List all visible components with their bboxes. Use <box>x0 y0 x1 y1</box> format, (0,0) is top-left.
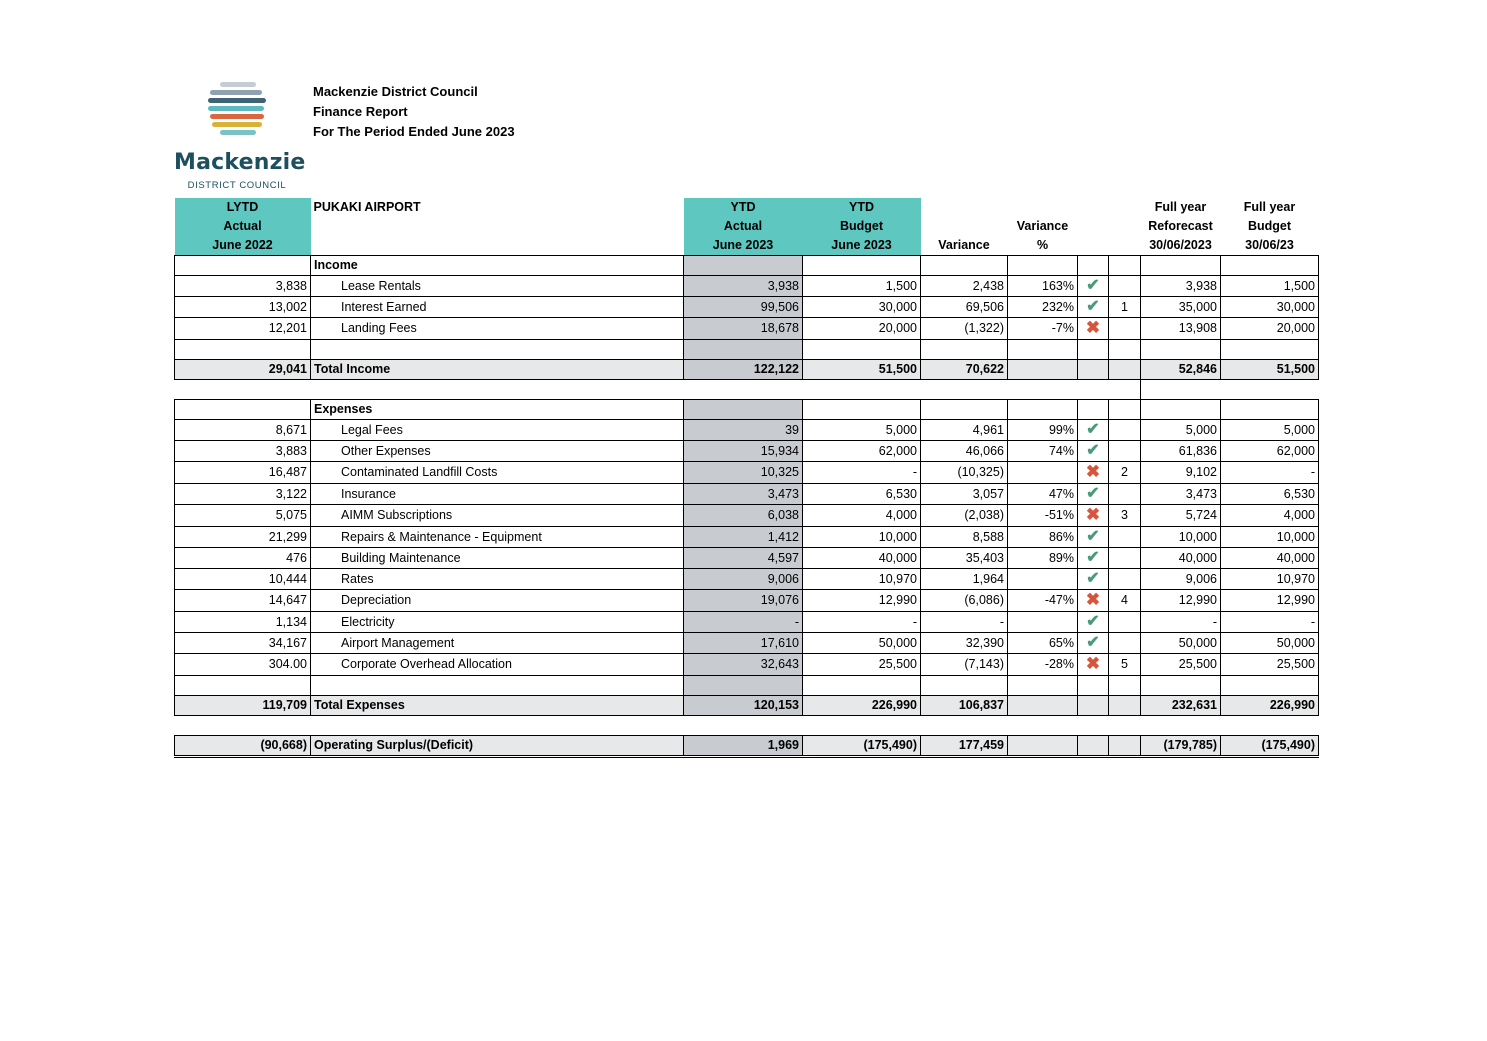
total-reforecast: (179,785) <box>1141 736 1221 757</box>
col-ytd-actual-line1: YTD <box>684 198 803 217</box>
total-income-row <box>175 360 1319 380</box>
col-ytd-actual-line3: June 2023 <box>684 236 803 256</box>
fy-budget-value: 20,000 <box>1221 318 1319 340</box>
col-lytd-line1: LYTD <box>175 198 311 217</box>
report-header <box>313 82 515 142</box>
ytd-actual-value: 3,473 <box>684 484 803 505</box>
note-ref <box>1109 441 1141 462</box>
total-ytd-budget: (175,490) <box>803 736 921 757</box>
note-ref <box>1109 548 1141 569</box>
variance-pct-value: 65% <box>1008 633 1078 654</box>
variance-value: 46,066 <box>921 441 1008 462</box>
col-reforecast-line2: Reforecast <box>1148 219 1213 233</box>
checkmark-icon: ✔ <box>1086 442 1100 459</box>
reforecast-value: 40,000 <box>1141 548 1221 569</box>
section-title: PUKAKI AIRPORT <box>313 200 421 214</box>
line-item-name: Landing Fees <box>311 318 684 340</box>
total-fy-budget: (175,490) <box>1221 736 1319 757</box>
ytd-actual-value: 10,325 <box>684 462 803 484</box>
ytd-budget-value: 10,000 <box>803 527 921 548</box>
line-item-name: Lease Rentals <box>311 276 684 297</box>
lytd-value: 3,122 <box>175 484 311 505</box>
fy-budget-value: 50,000 <box>1221 633 1319 654</box>
note-ref <box>1109 420 1141 441</box>
variance-pct-value: 99% <box>1008 420 1078 441</box>
ytd-budget-value: - <box>803 612 921 633</box>
cross-icon <box>1078 462 1109 484</box>
variance-value: (1,322) <box>921 318 1008 340</box>
tick-icon <box>1078 633 1109 654</box>
reforecast-value: 9,102 <box>1141 462 1221 484</box>
variance-value: (7,143) <box>921 654 1008 676</box>
total-ytd-budget: 226,990 <box>803 696 921 716</box>
fy-budget-value: - <box>1221 462 1319 484</box>
total-label: Total Expenses <box>311 696 684 716</box>
lytd-value: 13,002 <box>175 297 311 318</box>
lytd-value: 12,201 <box>175 318 311 340</box>
ytd-budget-value: 12,990 <box>803 590 921 612</box>
cross-icon <box>1078 318 1109 340</box>
table-row <box>175 505 1319 527</box>
spacer-row <box>175 380 1319 400</box>
ytd-actual-value: 9,006 <box>684 569 803 590</box>
tick-icon <box>1078 548 1109 569</box>
tick-icon <box>1078 484 1109 505</box>
table-row <box>175 484 1319 505</box>
fy-budget-value: 10,000 <box>1221 527 1319 548</box>
lytd-value: 8,671 <box>175 420 311 441</box>
reforecast-value: 9,006 <box>1141 569 1221 590</box>
fy-budget-value: 40,000 <box>1221 548 1319 569</box>
note-ref <box>1109 318 1141 340</box>
total-ytd-actual: 1,969 <box>684 736 803 757</box>
table-row <box>175 654 1319 676</box>
line-item-name: Corporate Overhead Allocation <box>311 654 684 676</box>
variance-pct-value <box>1008 462 1078 484</box>
total-ytd-actual: 120,153 <box>684 696 803 716</box>
lytd-value: 14,647 <box>175 590 311 612</box>
logo-mark-icon <box>206 80 270 142</box>
variance-pct-value <box>1008 569 1078 590</box>
table-row <box>175 318 1319 340</box>
x-mark-icon: ✖ <box>1085 462 1101 481</box>
ytd-actual-value: 17,610 <box>684 633 803 654</box>
tick-icon <box>1078 569 1109 590</box>
expenses-heading-row <box>175 400 1319 420</box>
lytd-value: 34,167 <box>175 633 311 654</box>
ytd-actual-value: 39 <box>684 420 803 441</box>
variance-pct-value: 47% <box>1008 484 1078 505</box>
col-reforecast-line1: Full year <box>1154 200 1207 214</box>
variance-pct-value: 232% <box>1008 297 1078 318</box>
checkmark-icon: ✔ <box>1086 277 1100 294</box>
total-variance: 177,459 <box>921 736 1008 757</box>
ytd-actual-value: 15,934 <box>684 441 803 462</box>
total-label: Operating Surplus/(Deficit) <box>311 736 684 757</box>
total-reforecast: 52,846 <box>1141 360 1221 380</box>
operating-surplus-row <box>175 736 1319 757</box>
variance-value: 2,438 <box>921 276 1008 297</box>
logo-name: Mackenzie <box>174 150 306 175</box>
total-expenses-row <box>175 696 1319 716</box>
ytd-actual-value: 99,506 <box>684 297 803 318</box>
table-row <box>175 420 1319 441</box>
tick-icon <box>1078 276 1109 297</box>
total-fy-budget: 51,500 <box>1221 360 1319 380</box>
ytd-actual-value: 18,678 <box>684 318 803 340</box>
variance-pct-value: 74% <box>1008 441 1078 462</box>
report-title: Finance Report <box>313 104 408 119</box>
lytd-value: 3,838 <box>175 276 311 297</box>
line-item-name: Electricity <box>311 612 684 633</box>
total-fy-budget: 226,990 <box>1221 696 1319 716</box>
ytd-budget-value: 30,000 <box>803 297 921 318</box>
note-ref: 5 <box>1109 654 1141 676</box>
total-ytd-budget: 51,500 <box>803 360 921 380</box>
header-row-3 <box>175 236 1319 256</box>
note-ref <box>1109 276 1141 297</box>
cross-icon <box>1078 590 1109 612</box>
ytd-budget-value: 5,000 <box>803 420 921 441</box>
note-ref: 4 <box>1109 590 1141 612</box>
lytd-value: 476 <box>175 548 311 569</box>
ytd-actual-value: 4,597 <box>684 548 803 569</box>
note-ref: 1 <box>1109 297 1141 318</box>
ytd-actual-value: 6,038 <box>684 505 803 527</box>
x-mark-icon: ✖ <box>1085 590 1101 609</box>
variance-pct-value: -51% <box>1008 505 1078 527</box>
fy-budget-value: - <box>1221 612 1319 633</box>
logo-subtitle: DISTRICT COUNCIL <box>187 180 287 191</box>
council-logo <box>174 80 304 195</box>
ytd-actual-value: 3,938 <box>684 276 803 297</box>
checkmark-icon: ✔ <box>1086 570 1100 587</box>
ytd-actual-value: - <box>684 612 803 633</box>
line-item-name: AIMM Subscriptions <box>311 505 684 527</box>
table-row <box>175 276 1319 297</box>
tick-icon <box>1078 297 1109 318</box>
x-mark-icon: ✖ <box>1085 654 1101 673</box>
ytd-actual-value: 19,076 <box>684 590 803 612</box>
header-row-1 <box>175 198 1319 217</box>
ytd-budget-value: - <box>803 462 921 484</box>
line-item-name: Legal Fees <box>311 420 684 441</box>
blank-row <box>175 676 1319 696</box>
table-row <box>175 297 1319 318</box>
reforecast-value: 10,000 <box>1141 527 1221 548</box>
reforecast-value: 5,724 <box>1141 505 1221 527</box>
reforecast-value: 61,836 <box>1141 441 1221 462</box>
total-lytd: 29,041 <box>175 360 311 380</box>
ytd-budget-value: 62,000 <box>803 441 921 462</box>
fy-budget-value: 5,000 <box>1221 420 1319 441</box>
ytd-budget-value: 4,000 <box>803 505 921 527</box>
table-row <box>175 527 1319 548</box>
checkmark-icon: ✔ <box>1086 549 1100 566</box>
col-variance-pct-line1: Variance <box>1016 219 1069 233</box>
note-ref <box>1109 612 1141 633</box>
fy-budget-value: 6,530 <box>1221 484 1319 505</box>
fy-budget-value: 25,500 <box>1221 654 1319 676</box>
ytd-budget-value: 1,500 <box>803 276 921 297</box>
reforecast-value: - <box>1141 612 1221 633</box>
ytd-budget-value: 25,500 <box>803 654 921 676</box>
variance-pct-value: -7% <box>1008 318 1078 340</box>
total-lytd: (90,668) <box>175 736 311 757</box>
lytd-value: 10,444 <box>175 569 311 590</box>
x-mark-icon: ✖ <box>1085 505 1101 524</box>
ytd-budget-value: 40,000 <box>803 548 921 569</box>
col-variance: Variance <box>938 238 990 252</box>
reforecast-value: 13,908 <box>1141 318 1221 340</box>
table-row <box>175 612 1319 633</box>
reforecast-value: 25,500 <box>1141 654 1221 676</box>
note-ref: 3 <box>1109 505 1141 527</box>
ytd-budget-value: 6,530 <box>803 484 921 505</box>
fy-budget-value: 10,970 <box>1221 569 1319 590</box>
report-org: Mackenzie District Council <box>313 84 478 99</box>
line-item-name: Building Maintenance <box>311 548 684 569</box>
variance-value: (10,325) <box>921 462 1008 484</box>
variance-value: 4,961 <box>921 420 1008 441</box>
section-heading: Income <box>311 256 684 276</box>
reforecast-value: 12,990 <box>1141 590 1221 612</box>
lytd-value: 304.00 <box>175 654 311 676</box>
note-ref <box>1109 569 1141 590</box>
line-item-name: Other Expenses <box>311 441 684 462</box>
reforecast-value: 50,000 <box>1141 633 1221 654</box>
table-row <box>175 548 1319 569</box>
cross-icon <box>1078 505 1109 527</box>
reforecast-value: 35,000 <box>1141 297 1221 318</box>
lytd-value: 21,299 <box>175 527 311 548</box>
variance-value: 3,057 <box>921 484 1008 505</box>
fy-budget-value: 30,000 <box>1221 297 1319 318</box>
table-row <box>175 633 1319 654</box>
col-lytd-line3: June 2022 <box>175 236 311 256</box>
cross-icon <box>1078 654 1109 676</box>
variance-value: - <box>921 612 1008 633</box>
x-mark-icon: ✖ <box>1085 318 1101 337</box>
variance-value: 35,403 <box>921 548 1008 569</box>
ytd-budget-value: 50,000 <box>803 633 921 654</box>
tick-icon <box>1078 420 1109 441</box>
col-reforecast-line3: 30/06/2023 <box>1149 238 1212 252</box>
line-item-name: Rates <box>311 569 684 590</box>
checkmark-icon: ✔ <box>1086 485 1100 502</box>
col-ytd-budget-line2: Budget <box>803 217 921 236</box>
table-row <box>175 569 1319 590</box>
reforecast-value: 3,473 <box>1141 484 1221 505</box>
report-period: For The Period Ended June 2023 <box>313 124 515 139</box>
fy-budget-value: 62,000 <box>1221 441 1319 462</box>
variance-value: 1,964 <box>921 569 1008 590</box>
total-variance: 106,837 <box>921 696 1008 716</box>
table-row <box>175 590 1319 612</box>
total-variance: 70,622 <box>921 360 1008 380</box>
col-fy-budget-line3: 30/06/23 <box>1245 238 1294 252</box>
variance-pct-value: -28% <box>1008 654 1078 676</box>
col-ytd-budget-line3: June 2023 <box>803 236 921 256</box>
checkmark-icon: ✔ <box>1086 421 1100 438</box>
table-row <box>175 441 1319 462</box>
checkmark-icon: ✔ <box>1086 634 1100 651</box>
variance-value: (2,038) <box>921 505 1008 527</box>
line-item-name: Contaminated Landfill Costs <box>311 462 684 484</box>
line-item-name: Depreciation <box>311 590 684 612</box>
line-item-name: Airport Management <box>311 633 684 654</box>
checkmark-icon: ✔ <box>1086 613 1100 630</box>
variance-value: 32,390 <box>921 633 1008 654</box>
fy-budget-value: 4,000 <box>1221 505 1319 527</box>
line-item-name: Insurance <box>311 484 684 505</box>
ytd-budget-value: 20,000 <box>803 318 921 340</box>
col-fy-budget-line2: Budget <box>1247 219 1292 233</box>
lytd-value: 1,134 <box>175 612 311 633</box>
note-ref <box>1109 484 1141 505</box>
fy-budget-value: 1,500 <box>1221 276 1319 297</box>
lytd-value: 3,883 <box>175 441 311 462</box>
note-ref <box>1109 527 1141 548</box>
blank-row <box>175 340 1319 360</box>
income-heading-row <box>175 256 1319 276</box>
finance-table <box>174 198 1319 758</box>
col-lytd-line2: Actual <box>175 217 311 236</box>
table-row <box>175 462 1319 484</box>
lytd-value: 16,487 <box>175 462 311 484</box>
total-lytd: 119,709 <box>175 696 311 716</box>
variance-value: 69,506 <box>921 297 1008 318</box>
header-row-2 <box>175 217 1319 236</box>
reforecast-value: 5,000 <box>1141 420 1221 441</box>
ytd-actual-value: 1,412 <box>684 527 803 548</box>
total-ytd-actual: 122,122 <box>684 360 803 380</box>
total-label: Total Income <box>311 360 684 380</box>
section-heading: Expenses <box>311 400 684 420</box>
fy-budget-value: 12,990 <box>1221 590 1319 612</box>
line-item-name: Interest Earned <box>311 297 684 318</box>
variance-value: (6,086) <box>921 590 1008 612</box>
variance-pct-value <box>1008 612 1078 633</box>
tick-icon <box>1078 527 1109 548</box>
col-ytd-actual-line2: Actual <box>684 217 803 236</box>
tick-icon <box>1078 441 1109 462</box>
variance-pct-value: 86% <box>1008 527 1078 548</box>
variance-pct-value: 89% <box>1008 548 1078 569</box>
line-item-name: Repairs & Maintenance - Equipment <box>311 527 684 548</box>
variance-value: 8,588 <box>921 527 1008 548</box>
checkmark-icon: ✔ <box>1086 298 1100 315</box>
reforecast-value: 3,938 <box>1141 276 1221 297</box>
ytd-actual-value: 32,643 <box>684 654 803 676</box>
note-ref: 2 <box>1109 462 1141 484</box>
spacer-row <box>175 716 1319 736</box>
ytd-budget-value: 10,970 <box>803 569 921 590</box>
checkmark-icon: ✔ <box>1086 528 1100 545</box>
col-fy-budget-line1: Full year <box>1243 200 1296 214</box>
lytd-value: 5,075 <box>175 505 311 527</box>
col-variance-pct-line2: % <box>1036 238 1049 252</box>
variance-pct-value: 163% <box>1008 276 1078 297</box>
tick-icon <box>1078 612 1109 633</box>
variance-pct-value: -47% <box>1008 590 1078 612</box>
note-ref <box>1109 633 1141 654</box>
col-ytd-budget-line1: YTD <box>803 198 921 217</box>
total-reforecast: 232,631 <box>1141 696 1221 716</box>
